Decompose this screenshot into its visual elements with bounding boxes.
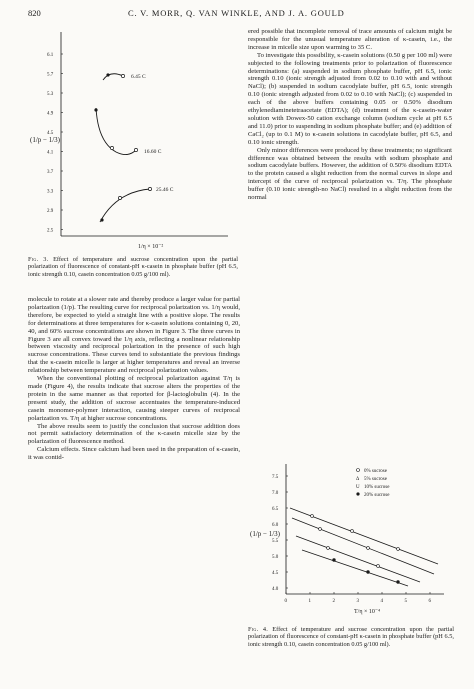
legend-item: 20% sucrose [364, 493, 390, 498]
fig3-point [121, 74, 124, 77]
paragraph: The above results seem to justify the conclusion that sucrose addition does not permit satisfactory determination of the κ-casein micelle size by the polarization of fluorescence method. [28, 422, 240, 446]
figure-3 [28, 24, 238, 254]
figure-3-caption-label: Fig. 3. [28, 256, 49, 263]
fig3-y-tick-label: 4.1 [47, 150, 54, 156]
fig3-point [110, 146, 113, 149]
fig4-y-tick-label: 6.0 [272, 523, 279, 528]
fig4-line-5pct [292, 518, 434, 574]
fig4-y-tick-label: 7.5 [272, 475, 279, 480]
fig4-x-tick-label: 1 [308, 599, 311, 604]
fig3-curve-6.45 [103, 74, 123, 80]
paragraph: To investigate this possibility, κ-casein solutions (0.50 g per 100 ml) were subjected to the following treatments prior to polarization of fluorescence determinations: (a) suspended in sodium phosphate buffer, pH 6.5, ionic strength 0.10 (ionic strength adjusted from 0.02 to 0.10 with and without NaCl); (b) suspended in sodium cacodylate buffer, pH 6.5, ionic strength 0.10 (ionic strength adjusted from 0.02 to 0.10 with NaCl); (c) suspended in each of the above buffers containing 0.05 or 0.50% disodium ethylenediaminetetraacetate (EDTA); (d) treatment of the κ-casein-water solution with Dowex-50 cation exchange column (sodium cycle at pH 6.5 and 11.0) prior to suspending in sodium phosphate buffer; and (e) addition of CaCl₂ (up to 0.1 M) to κ-casein solutions in cacodylate buffer, pH 6.5, and 0.10 ionic strength. [248, 51, 452, 146]
fig3-y-tick-label: 2.5 [47, 228, 54, 234]
figure-3-caption [28, 256, 238, 278]
paragraph: Only minor differences were produced by these treatments; no significant difference was obtained between the results with sodium phosphate and sodium cacodylate buffers. However, the addition of 0.50% disodium EDTA to the protein caused a slight reduction from the normal curves in slope and intercept of the curve of reciprocal polarization vs. T/η. The phosphate buffer (0.10 ionic strength-no NaCl) resulted in a slight reduction from the normal [248, 146, 452, 202]
fig3-curve-label-3: 25.46 C [156, 187, 174, 193]
fig3-point [134, 148, 137, 151]
fig4-line-20pct [302, 550, 408, 586]
fig4-y-tick-label: 5.0 [272, 555, 279, 560]
fig4-line-10pct [296, 536, 420, 582]
fig3-curve-16.60 [96, 108, 136, 155]
fig3-y-tick-label: 3.7 [47, 170, 54, 175]
right-column [248, 28, 452, 202]
figure-3-plot [28, 24, 238, 254]
fig3-y-tick-label: 6.1 [47, 53, 54, 58]
paragraph: ered possible that incomplete removal of trace amounts of calcium might be responsible for the unusual temperature alteration of κ-casein, i.e., the increase in micelle size upon warming to 35 C. [248, 28, 452, 51]
legend-item: 5% sucrose [364, 477, 387, 482]
page-number: 820 [28, 8, 41, 18]
figure-4-plot [248, 458, 454, 618]
figure-4-caption-label: Fig. 4. [248, 626, 269, 633]
paragraph: molecule to rotate at a slower rate and thereby produce a larger value for partial polarization (1/p). The resulting curve for reciprocal polarization vs. 1/η would, therefore, be expected to yield a straight line with a positive slope. The results for determinations at three temperatures for κ-casein solutions containing 0, 20, 40, and 60% sucrose concentrations are shown in Figure 3. The three curves in Figure 3 are all convex toward the 1/η axis, reflecting a nonlinear relationship between viscosity and reciprocal polarization in the presence of such high sucrose concentrations. These curves tend to substantiate the previous findings that the κ-casein micelle is larger at higher temperatures and reveal an inverse relationship between temperature and reciprocal polarization values. [28, 296, 240, 375]
legend-marker: Δ [356, 477, 360, 482]
figure-3-caption-text: Effect of temperature and sucrose concentration upon the partial polarization of fluorescence of constant-pH κ-casein in phosphate buffer (pH 6.5, ionic strength 0.10, casein concentration 0.05 g/100 ml). [28, 256, 238, 278]
fig4-y-tick-label: 7.0 [272, 491, 279, 496]
fig3-curve-label-1: 6.45 C [131, 74, 146, 80]
fig3-curve-label-2: 16.60 C [144, 149, 162, 155]
fig3-point [100, 218, 103, 221]
fig4-x-label: T/η × 10⁻⁴ [354, 609, 381, 615]
fig4-y-tick-label: 4.5 [272, 571, 279, 576]
fig3-y-tick-label: 3.3 [47, 189, 54, 195]
fig4-legend [356, 469, 390, 499]
fig3-x-label: 1/η × 10⁻² [138, 244, 164, 250]
fig3-y-tick-label: 4.9 [47, 111, 54, 117]
figure-4 [248, 458, 454, 618]
fig3-point [106, 73, 109, 76]
fig4-x-tick-label: 2 [332, 599, 335, 604]
fig3-y-tick-label: 5.3 [47, 92, 54, 97]
paragraph: When the conventional plotting of reciprocal polarization against T/η is made (Figure 4), the results indicate that sucrose alters the properties of the protein in the same manner as that reported for β-lactoglobulin (4). In the present study, the addition of sucrose accentuates the temperature-induced casein monomer-polymer interaction, causing steeper curves of reciprocal polarization vs. T/η at higher sucrose concentrations. [28, 375, 240, 422]
left-column [28, 296, 240, 462]
fig4-y-tick-label: 5.5 [272, 539, 279, 544]
fig3-point [94, 108, 97, 111]
fig4-y-tick-label: 4.0 [272, 587, 279, 592]
fig3-y-tick-label: 2.9 [47, 209, 54, 214]
fig4-x-tick-label: 6 [428, 599, 431, 604]
figure-4-caption-text: Effect of temperature and sucrose concentration upon the partial polarization of fluorescence of constant-pH κ-casein in phosphate buffer (pH 6.5, ionic strength 0.10, casein concentration 0.05 g/100 ml). [248, 626, 454, 648]
fig4-x-tick-label: 3 [356, 599, 359, 604]
legend-item: 0% sucrose [364, 469, 387, 474]
legend-marker: U [356, 485, 360, 490]
fig3-y-tick-label: 4.5 [47, 131, 54, 136]
fig3-y-label: (1/p − 1/3) [30, 136, 60, 144]
fig4-points [311, 515, 400, 584]
fig3-point [148, 187, 151, 190]
page-header [28, 8, 448, 22]
fig4-x-tick-label: 0 [284, 599, 287, 604]
running-title: C. V. MORR, Q. VAN WINKLE, AND J. A. GOULD [128, 8, 345, 18]
fig4-x-tick-label: 5 [404, 599, 407, 604]
fig4-y-label: (1/p − 1/3) [250, 530, 280, 538]
legend-item: 10% sucrose [364, 485, 390, 490]
figure-4-caption [248, 626, 454, 648]
fig3-point [118, 196, 121, 199]
fig4-y-tick-label: 6.5 [272, 507, 279, 512]
fig3-curve-25.46 [100, 189, 150, 222]
fig3-y-tick-label: 5.7 [47, 72, 54, 78]
paragraph: Calcium effects. Since calcium had been used in the preparation of κ-casein, it was contid- [28, 446, 240, 462]
fig4-x-tick-label: 4 [380, 599, 383, 604]
